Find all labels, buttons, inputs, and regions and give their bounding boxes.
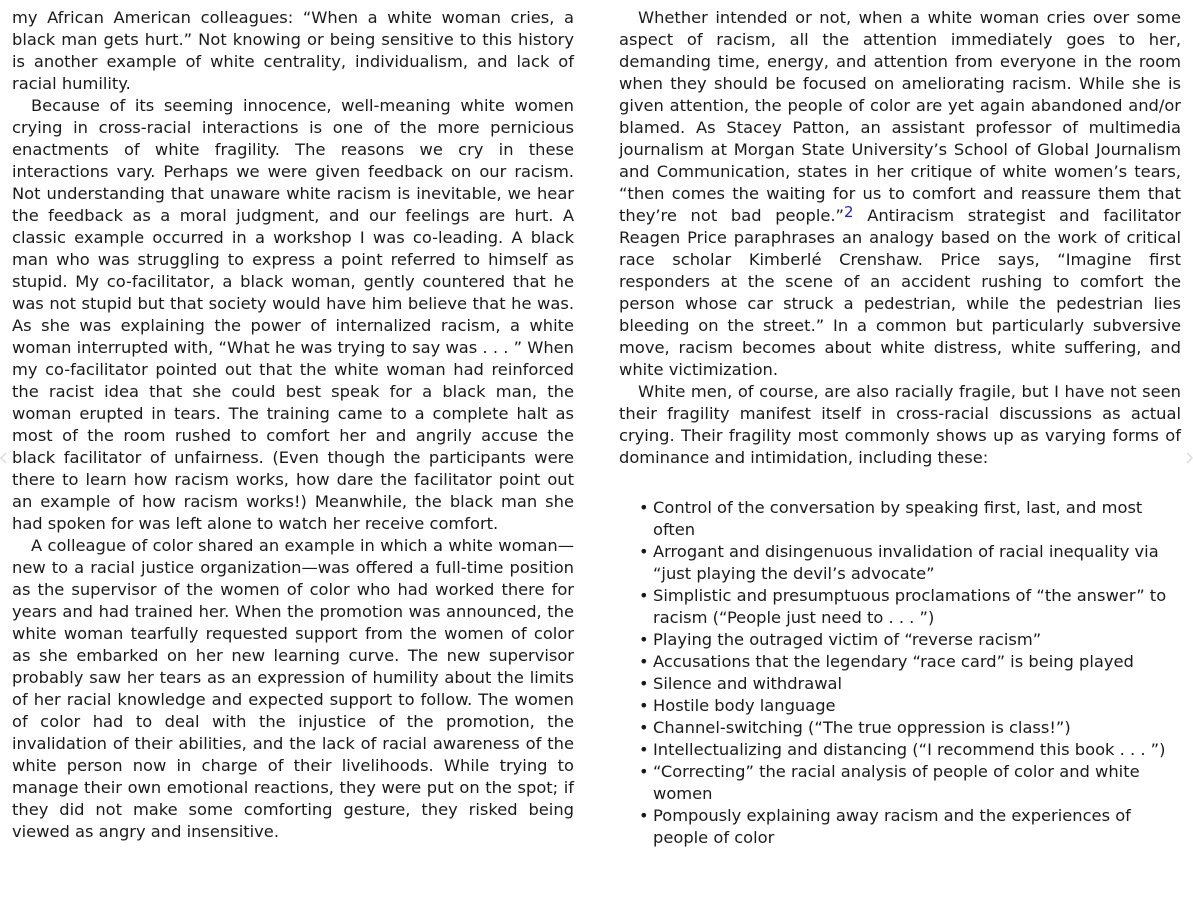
footnote-link[interactable]: 2 (844, 203, 854, 221)
bullet-icon: • (639, 630, 649, 649)
bullet-icon: • (639, 652, 649, 671)
list-item: • Silence and withdrawal (639, 674, 843, 693)
bullet-icon: • (639, 696, 649, 715)
paragraph (619, 7, 1181, 381)
list-item: • Channel-switching (“The true oppression is class!”) (639, 718, 1071, 737)
bullet-icon: • (639, 718, 649, 737)
bullet-icon: • (639, 740, 649, 759)
paragraph: my African American colleagues: “When a white woman cries, a black man gets hurt.” Not knowing or being sensitive to this history is another example of white centrality, individualism, and lack of racial humility. (12, 8, 574, 93)
bullet-icon: • (639, 806, 649, 825)
list-item: • Hostile body language (639, 696, 836, 715)
paragraph: A colleague of color shared an example in which a white woman—new to a racial justice organization—was offered a full-time position as the supervisor of the women of color who had worked there for years and had trained her. When the promotion was announced, the white woman tearfully requested support from the women of color as she embarked on her new learning curve. The new supervisor probably saw her tears as an expression of humility about the limits of her racial knowledge and expected support to follow. The women of color had to deal with the injustice of the promotion, the invalidation of their abilities, and the lack of racial awareness of the white person now in charge of their livelihoods. While trying to manage their own emotional reactions, they were put on the spot; if they did not make some comforting gesture, they risked being viewed as angry and insensitive. (12, 536, 574, 841)
bullet-icon: • (639, 586, 649, 605)
paragraph-text: Whether intended or not, when a white woman cries over some aspect of racism, all the attention immediately goes to her, demanding time, energy, and attention from everyone in the room when they should be focused on ameliorating racism. While she is given attention, the people of color are yet again abandoned and/or blamed. As Stacey Patton, an assistant professor of multimedia journalism at Morgan State University’s School of Global Journalism and Communication, states in her critique of white women’s tears, “then comes the waiting for us to comfort and reassure them that they’re not bad people.” (619, 8, 1181, 225)
bullet-icon: • (639, 498, 649, 517)
right-column (619, 7, 1181, 849)
chevron-left-icon[interactable] (0, 452, 8, 464)
bullet-icon: • (639, 762, 649, 781)
bullet-list (619, 497, 1181, 849)
paragraph-text: Antiracism strategist and facilitator Reagen Price paraphrases an analogy based on the work of critical race scholar Kimberlé Crenshaw. Price says, “Imagine first responders at the scene of an accident rushing to comfort the person whose car struck a pedestrian, while the pedestrian lies bleeding on the street.” In a common but particularly subversive move, racism becomes about white distress, white suffering, and white victimization. (619, 206, 1181, 379)
chevron-right-icon[interactable] (1185, 452, 1193, 464)
list-item: • Control of the conversation by speaking first, last, and most often (639, 498, 1143, 539)
list-item: • Accusations that the legendary “race card” is being played (639, 652, 1134, 671)
paragraph: Because of its seeming innocence, well-meaning white women crying in cross-racial interactions is one of the more pernicious enactments of white fragility. The reasons we cry in these interactions vary. Perhaps we were given feedback on our racism. Not understanding that unaware white racism is inevitable, we hear the feedback as a moral judgment, and our feelings are hurt. A classic example occurred in a workshop I was co-leading. A black man who was struggling to express a point referred to himself as stupid. My co-facilitator, a black woman, gently countered that he was not stupid but that society would have him believe that he was. As she was explaining the power of internalized racism, a white woman interrupted with, “What he was trying to say was . . . ” When my co-facilitator pointed out that the white woman had reinforced the racist idea that she could best speak for a black man, the woman erupted in tears. The training came to a complete halt as most of the room rushed to comfort her and angrily accuse the black facilitator of unfairness. (Even though the participants were there to learn how racism works, how dare the facilitator point out an example of how racism works!) Meanwhile, the black man she had spoken for was left alone to watch her receive comfort. (12, 96, 574, 533)
list-item: • Pompously explaining away racism and the experiences of people of color (639, 806, 1131, 847)
paragraph: White men, of course, are also racially fragile, but I have not seen their fragility manifest itself in cross-racial discussions as actual crying. Their fragility most commonly shows up as varying forms of dominance and intimidation, including these: (619, 382, 1181, 467)
bullet-icon: • (639, 674, 649, 693)
list-item: • Simplistic and presumptuous proclamations of “the answer” to racism (“People just need to . . . ”) (639, 586, 1167, 627)
list-item: • Intellectualizing and distancing (“I recommend this book . . . ”) (639, 740, 1166, 759)
list-item: • “Correcting” the racial analysis of people of color and white women (639, 762, 1140, 803)
left-column (12, 7, 574, 843)
list-item: • Arrogant and disingenuous invalidation of racial inequality via “just playing the devil’s advocate” (639, 542, 1159, 583)
bullet-icon: • (639, 542, 649, 561)
list-item: • Playing the outraged victim of “reverse racism” (639, 630, 1042, 649)
